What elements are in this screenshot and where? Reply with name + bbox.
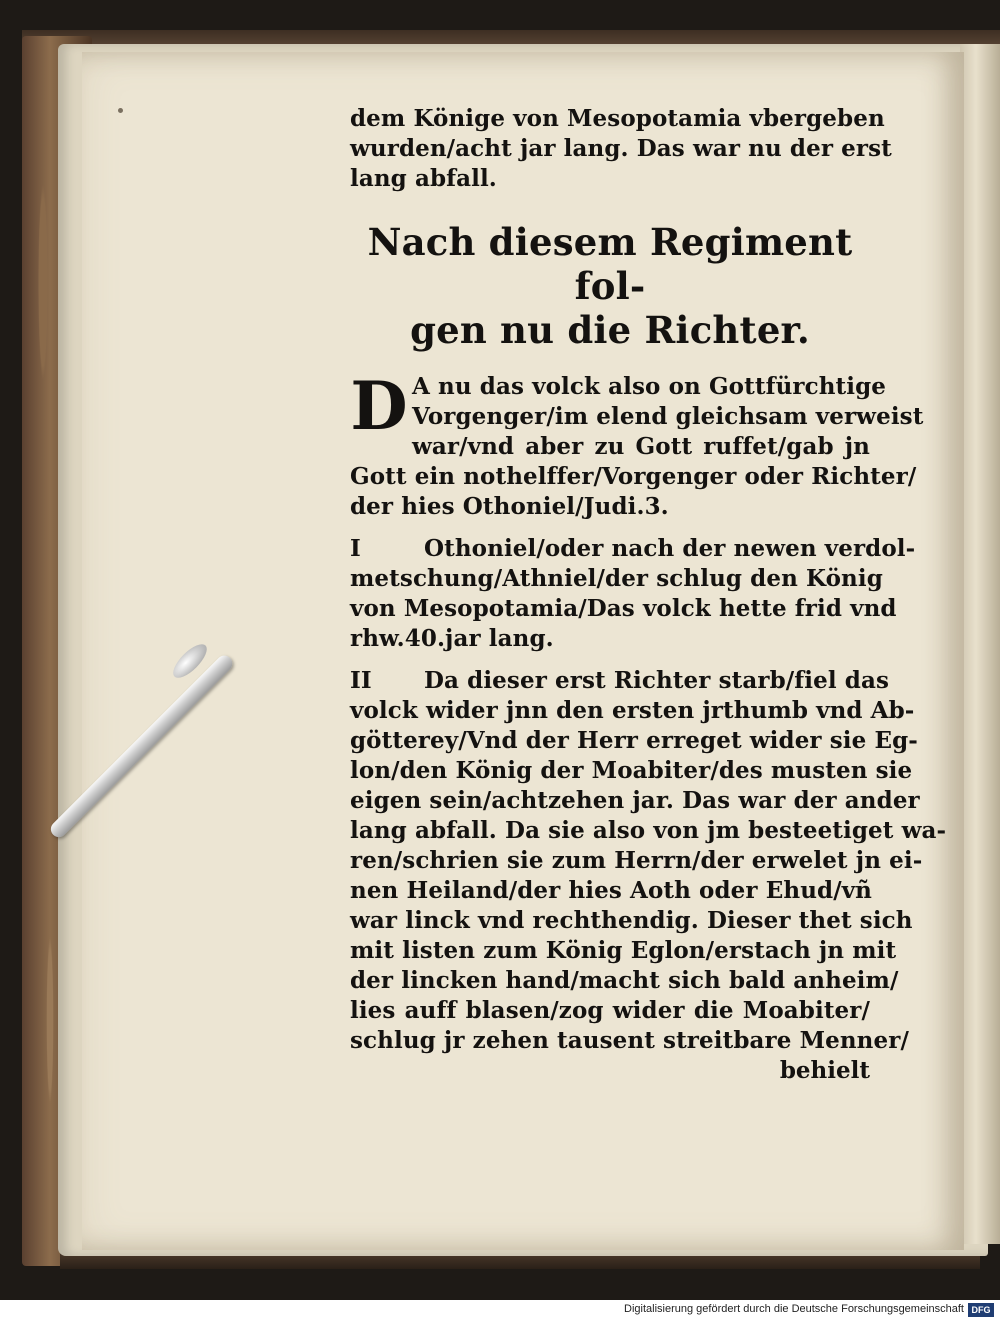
text-line: rhw.40.jar lang. xyxy=(350,625,554,652)
text-line: lang abfall. Da sie also von jm besteetiget wa- xyxy=(350,817,947,844)
paragraph-number: I xyxy=(350,535,361,562)
text-line-content: Da dieser erst Richter starb/fiel das xyxy=(424,667,890,694)
paragraph-intro xyxy=(350,367,924,522)
text-line: der hies Othoniel/Judi.3. xyxy=(350,493,669,520)
text-line: ren/schrien sie zum Herrn/der erwelet jn ei- xyxy=(350,847,923,874)
text-line: volck wider jnn den ersten jrthumb vnd Ab- xyxy=(350,697,915,724)
text-line: wurden/acht jar lang. Das war nu der erst xyxy=(350,135,892,162)
text-line: lon/den König der Moabiter/des musten sie xyxy=(350,757,913,784)
paragraph-one xyxy=(350,534,916,654)
text-line: metschung/Athniel/der schlug den König xyxy=(350,565,883,592)
page-text xyxy=(350,104,947,1086)
text-line: lies auff blasen/zog wider die Moabiter/ xyxy=(350,997,870,1024)
heading-line: gen nu die Richter. xyxy=(410,308,810,352)
dfg-logo-icon: DFG xyxy=(968,1303,994,1317)
text-line: mit listen zum König Eglon/erstach jn mit xyxy=(350,937,897,964)
text-line: der lincken hand/macht sich bald anheim/ xyxy=(350,967,899,994)
text-line: A nu das volck also on Gottfürchtige xyxy=(412,373,887,400)
text-line: götterey/Vnd der Herr erreget wider sie Eg- xyxy=(350,727,918,754)
text-line: eigen sein/achtzehen jar. Das war der ander xyxy=(350,787,920,814)
text-line: nen Heiland/der hies Aoth oder Ehud/vñ xyxy=(350,877,872,904)
text-line xyxy=(350,666,890,696)
drop-cap: D xyxy=(350,367,408,445)
paragraph-number: II xyxy=(350,667,372,694)
footer-credit: Digitalisierung gefördert durch die Deutsche Forschungsgemeinschaft xyxy=(624,1303,964,1315)
catchword: behielt xyxy=(779,1057,870,1084)
text-line: dem Könige von Mesopotamia vbergeben xyxy=(350,105,885,132)
section-heading xyxy=(350,220,870,352)
text-line: von Mesopotamia/Das volck hette frid vnd xyxy=(350,595,897,622)
paragraph-two xyxy=(350,666,947,1056)
text-line xyxy=(350,534,916,564)
text-line-content: Othoniel/oder nach der newen verdol- xyxy=(424,535,916,562)
text-line: Vorgenger/im elend gleichsam verweist xyxy=(412,403,924,430)
heading-line: Nach diesem Regiment fol- xyxy=(367,220,853,308)
paper-speck xyxy=(118,108,123,113)
text-line: war/vnd aber zu Gott ruffet/gab jn xyxy=(412,433,870,460)
text-line: Gott ein nothelffer/Vorgenger oder Richter/ xyxy=(350,463,917,490)
facing-page-edge xyxy=(960,44,1000,1244)
text-line: war linck vnd rechthendig. Dieser thet sich xyxy=(350,907,913,934)
text-line: schlug jr zehen tausent streitbare Menner/ xyxy=(350,1027,909,1054)
footer-bar xyxy=(0,1300,1000,1321)
text-line: lang abfall. xyxy=(350,165,497,192)
